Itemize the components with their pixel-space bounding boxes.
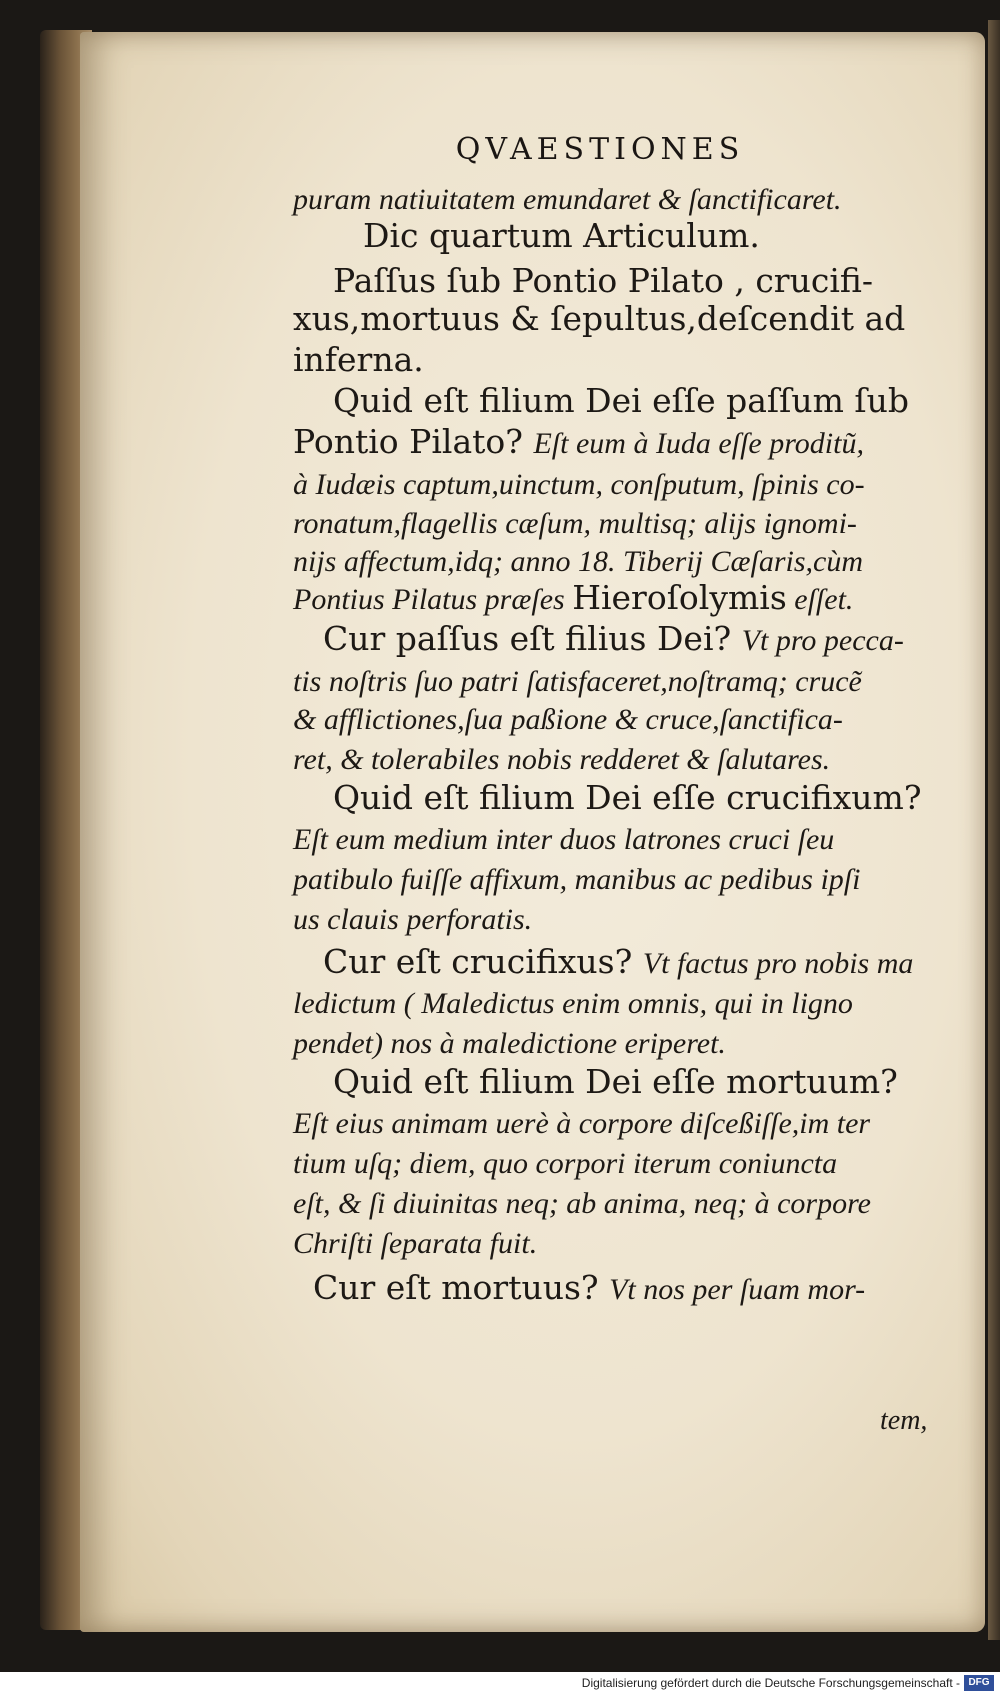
dfg-logo: DFG (964, 1675, 994, 1691)
text-line (293, 898, 532, 940)
italic-run: Vt pro pecca- (741, 624, 904, 657)
roman-run: Dic quartum Articulum. (363, 216, 760, 255)
italic-run: eſſet. (786, 583, 854, 616)
italic-run: Chriſti ſeparata fuit. (293, 1227, 538, 1260)
italic-run: ret, & tolerabiles nobis redderet & ſalutares. (293, 743, 831, 776)
italic-run: à Iudæis captum,uinctum, conſputum, ſpinis co- (293, 468, 865, 501)
text-line (293, 463, 865, 505)
text-line (293, 422, 864, 464)
roman-run: Quid eſt filium Dei eſſe crucifixum? (333, 778, 922, 817)
text-line (293, 340, 424, 380)
italic-run: tis noſtris ſuo patri ſatisfaceret,noſtramq; crucẽ (293, 665, 862, 698)
roman-run: Paſſus ſub Pontio Pilato , crucifi- (333, 261, 874, 300)
text-line (293, 1102, 870, 1144)
text-line (323, 619, 904, 661)
italic-run: eſt, & ſi diuinitas neq; ab anima, neq; à corpore (293, 1187, 871, 1220)
text-line (293, 738, 830, 780)
page-right-edge (988, 20, 1000, 1640)
text-line (293, 818, 834, 860)
italic-run: pendet) nos à maledictione eriperet. (293, 1027, 726, 1060)
text-line (293, 1222, 537, 1264)
text-line (293, 1142, 837, 1184)
footer-credit: Digitalisierung gefördert durch die Deutsche Forschungsgemeinschaft - (581, 1676, 960, 1690)
italic-run: puram natiuitatem emundaret & ſanctificaret. (293, 183, 842, 216)
text-line (323, 942, 913, 984)
text-line (293, 660, 862, 702)
roman-run: Cur paſſus eſt filius Dei? (323, 619, 742, 658)
italic-run: us clauis perforatis. (293, 903, 533, 936)
text-line (293, 299, 905, 339)
roman-run: Quid eſt filium Dei eſſe paſſum ſub (333, 381, 909, 420)
roman-run: Pontio Pilato? (293, 422, 534, 461)
italic-run: Vt factus pro nobis ma (642, 947, 914, 980)
text-line (293, 502, 857, 544)
text-line (313, 1268, 865, 1310)
text-line (293, 178, 842, 220)
roman-run: Cur eſt crucifixus? (323, 942, 643, 981)
italic-run: Pontius Pilatus præſes (293, 583, 573, 616)
text-line (293, 982, 853, 1024)
italic-run: Eſt eius animam uerè à corpore diſceßiſſe,im ter (293, 1107, 871, 1140)
italic-run: patibulo fuiſſe affixum, manibus ac pedibus ipſi (293, 863, 861, 896)
text-line (333, 381, 909, 421)
catchword: tem, (880, 1405, 928, 1436)
text-line (293, 1022, 726, 1064)
roman-run: xus,mortuus & ſepultus,deſcendit ad (293, 299, 906, 338)
text-line (333, 1062, 898, 1102)
italic-run: Eſt eum à Iuda eſſe proditũ, (533, 427, 864, 460)
text-line (293, 540, 863, 582)
text-line (293, 1182, 871, 1224)
roman-run: Cur eſt mortuus? (313, 1268, 610, 1307)
text-line (293, 698, 843, 740)
italic-run: ledictum ( Maledictus enim omnis, qui in ligno (293, 987, 853, 1020)
text-line (363, 216, 760, 256)
italic-run: ronatum,flagellis cæſum, multisq; alijs ignomi- (293, 507, 857, 540)
text-line (333, 778, 922, 818)
italic-run: tium uſq; diem, quo corpori iterum coniuncta (293, 1147, 838, 1180)
roman-run: Hieroſolymis (572, 578, 787, 617)
italic-run: Eſt eum medium inter duos latrones cruci ſeu (293, 823, 835, 856)
running-header: QVAESTIONES (455, 132, 745, 167)
text-line (293, 858, 860, 900)
italic-run: nijs affectum,idq; anno 18. Tiberij Cæſaris,cùm (293, 545, 864, 578)
italic-run: Vt nos per ſuam mor- (609, 1273, 866, 1306)
italic-run: & afflictiones,ſua paßione & cruce,ſanctifica- (293, 703, 843, 736)
roman-run: Quid eſt filium Dei eſſe mortuum? (333, 1062, 898, 1101)
text-line (293, 578, 853, 620)
roman-run: inferna. (293, 340, 424, 379)
text-line (333, 261, 873, 301)
